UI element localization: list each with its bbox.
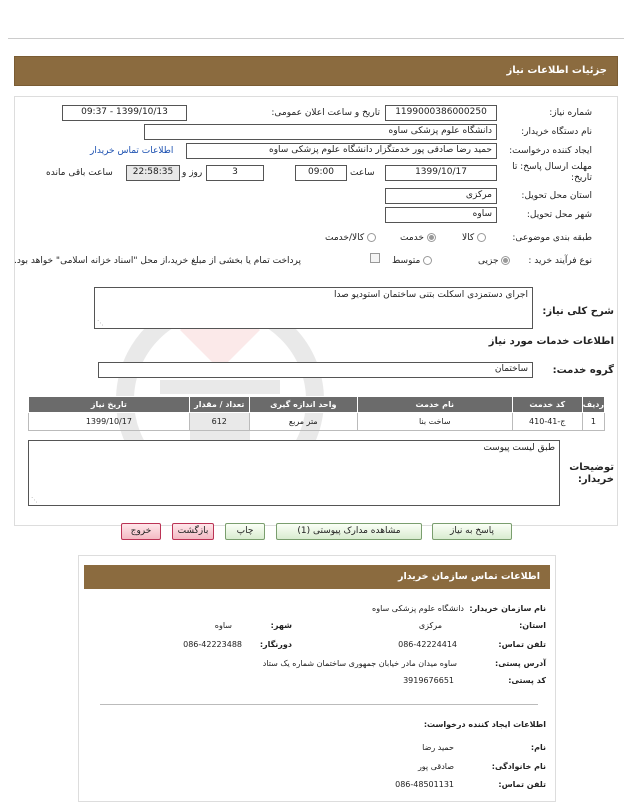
purchase-option-label: جزیی (478, 256, 499, 266)
col-header-row: ردیف (582, 397, 604, 413)
contact-org-label: نام سازمان خریدار: (469, 604, 546, 613)
payment-note: پرداخت تمام یا بخشی از مبلغ خرید،از محل "اسناد خزانه اسلامی" خواهد بود. (14, 256, 302, 266)
creator-family-label: نام خانوادگی: (491, 762, 546, 771)
creator-section-title: اطلاعات ایجاد کننده درخواست: (423, 720, 546, 729)
creator-family-value: صادقی پور (417, 762, 454, 771)
cell-unit: متر مربع (249, 413, 357, 431)
cell-row: 1 (582, 413, 604, 431)
province-field: مرکزی (385, 188, 497, 204)
need-number-field: 1199000386000250 (385, 105, 497, 121)
announce-field: 1399/10/13 - 09:37 (62, 105, 187, 121)
contact-panel (78, 555, 556, 802)
cell-date: 1399/10/17 (29, 413, 190, 431)
description-textarea (94, 287, 533, 329)
buyer-notes-label: توضیحات خریدار: (569, 462, 614, 485)
contact-address-label: آدرس پستی: (495, 659, 546, 668)
cell-quantity: 612 (189, 413, 249, 431)
exit-button[interactable]: خروج (121, 523, 161, 540)
category-option-goods-service[interactable] (325, 233, 376, 243)
city-label: شهر محل تحویل: (526, 210, 592, 220)
attachments-button[interactable]: مشاهده مدارک پیوستی (1) (276, 523, 422, 540)
service-group-label: گروه خدمت: (552, 365, 614, 376)
category-label: طبقه بندی موضوعی: (512, 233, 592, 243)
cell-name: ساخت بنا (357, 413, 512, 431)
page-header (14, 56, 618, 86)
contact-divider (100, 704, 538, 705)
purchase-option-medium[interactable] (392, 256, 432, 266)
services-table (28, 396, 605, 431)
col-header-code: کد خدمت (512, 397, 582, 413)
days-field: 3 (206, 165, 264, 181)
buyer-contact-link[interactable]: اطلاعات تماس خریدار (90, 146, 174, 156)
contact-province-value: مرکزی (418, 621, 442, 630)
category-option-label: خدمت (400, 233, 424, 243)
col-header-name: نام خدمت (357, 397, 512, 413)
contact-org-value: دانشگاه علوم پزشکی ساوه (372, 604, 464, 613)
need-number-label: شماره نیاز: (549, 108, 592, 118)
col-header-date: تاریخ نیاز (29, 397, 190, 413)
radio-selected-icon[interactable] (501, 256, 510, 265)
creator-phone-label: تلفن تماس: (498, 780, 546, 789)
creator-phone-value: 086-48501131 (395, 780, 454, 789)
creator-name-value: حمید رضا (422, 743, 454, 752)
creator-field: حمید رضا صادقی پور خدمتگزار دانشگاه علوم پزشکی ساوه (186, 143, 497, 159)
radio-icon[interactable] (423, 256, 432, 265)
creator-name-label: نام: (530, 743, 546, 752)
resize-grip-icon: ⋰ (31, 496, 38, 504)
announce-label: تاریخ و ساعت اعلان عمومی: (271, 108, 380, 118)
radio-icon[interactable] (477, 233, 486, 242)
remaining-label: ساعت باقی مانده (46, 168, 113, 178)
radio-selected-icon[interactable] (427, 233, 436, 242)
page-title: جزئیات اطلاعات نیاز (506, 65, 607, 76)
contact-city-label: شهر: (270, 621, 292, 630)
contact-fax-label: دورنگار: (259, 640, 292, 649)
purchase-option-label: متوسط (392, 256, 421, 266)
remaining-time-field: 22:58:35 (126, 165, 180, 181)
deadline-label: مهلت ارسال پاسخ: تا تاریخ: (512, 162, 592, 183)
services-title: اطلاعات خدمات مورد نیاز (488, 336, 614, 347)
radio-icon[interactable] (367, 233, 376, 242)
city-field: ساوه (385, 207, 497, 223)
description-label: شرح کلی نیاز: (542, 306, 614, 317)
back-button[interactable]: بازگشت (172, 523, 214, 540)
contact-city-value: ساوه (214, 621, 232, 630)
treasury-checkbox[interactable] (370, 253, 380, 263)
contact-phone-value: 086-42224414 (398, 640, 457, 649)
top-divider (8, 38, 624, 39)
deadline-date-field: 1399/10/17 (385, 165, 497, 181)
buyer-org-label: نام دستگاه خریدار: (521, 127, 592, 137)
time-label: ساعت (350, 168, 375, 178)
reply-button[interactable]: پاسخ به نیاز (432, 523, 512, 540)
contact-fax-value: 086-42223488 (183, 640, 242, 649)
service-group-field: ساختمان (98, 362, 533, 378)
col-header-unit: واحد اندازه گیری (249, 397, 357, 413)
print-button[interactable]: چاپ (225, 523, 265, 540)
contact-address-value: ساوه میدان مادر خیابان جمهوری ساختمان شماره یک ستاد (262, 659, 457, 668)
contact-postal-label: کد پستی: (508, 676, 546, 685)
category-option-label: کالا/خدمت (325, 233, 365, 243)
deadline-time-field: 09:00 (295, 165, 347, 181)
province-label: استان محل تحویل: (521, 191, 592, 201)
resize-grip-icon: ⋰ (97, 319, 104, 327)
purchase-option-minor[interactable] (478, 256, 510, 266)
category-option-service[interactable] (400, 233, 436, 243)
contact-postal-value: 3919676651 (403, 676, 454, 685)
buyer-notes-textarea (28, 440, 560, 506)
category-option-label: کالا (462, 233, 475, 243)
cell-code: ج-41-410 (512, 413, 582, 431)
buyer-org-field: دانشگاه علوم پزشکی ساوه (144, 124, 497, 140)
col-header-quantity: تعداد / مقدار (189, 397, 249, 413)
contact-header: اطلاعات تماس سازمان خریدار (84, 565, 550, 589)
creator-label: ایجاد کننده درخواست: (509, 146, 592, 156)
buyer-notes-text: طبق لیست پیوست (483, 443, 555, 453)
contact-phone-label: تلفن تماس: (498, 640, 546, 649)
category-option-goods[interactable] (462, 233, 486, 243)
contact-province-label: استان: (519, 621, 546, 630)
description-text: اجرای دستمزدی اسکلت بتنی ساختمان استودیو صدا (333, 290, 528, 300)
days-label: روز و (182, 168, 203, 178)
purchase-type-label: نوع فرآیند خرید : (528, 256, 592, 266)
table-row (29, 413, 605, 431)
services-table-wrap (28, 396, 605, 431)
